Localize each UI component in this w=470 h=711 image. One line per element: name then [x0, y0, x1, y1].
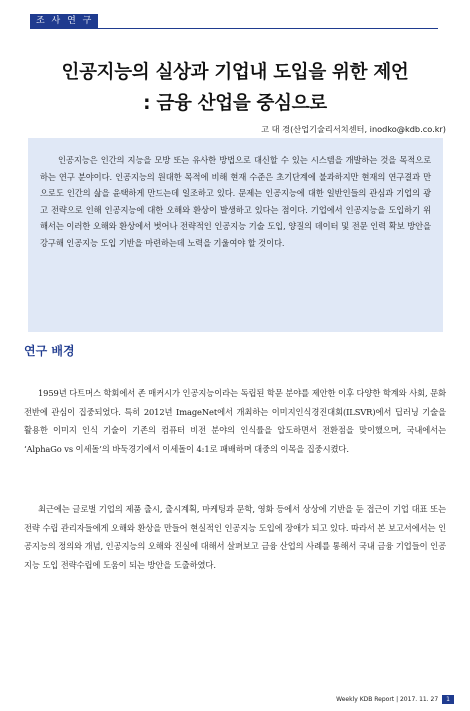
title-line-1: 인공지능의 실상과 기업내 도입을 위한 제언 — [61, 62, 409, 83]
header-bar — [30, 14, 438, 29]
category-tag: 조 사 연 구 — [30, 14, 98, 28]
author-line: 고 대 경(산업기술리서치센터, inodko@kdb.co.kr) — [261, 124, 446, 134]
page-footer — [336, 695, 454, 704]
title-line-2: : 금융 산업을 중심으로 — [143, 93, 327, 114]
body-paragraph-1: 1959년 다트머스 학회에서 존 매커시가 인공지능이라는 독립된 학문 분야를 제안한 이후 다양한 학계와 사회, 문화 전반에 관심이 집중되었다. 특히 2012년 ImageNet에서 개최하는 이미지인식경진대회(ILSVR)에서 딥러닝 기술을 활용한 이미지 인식 기술이 기존의 컴퓨터 비전 분야의 인식률을 압도하면서 전환점을 맞이했으며, 국내에서는 ‘AlphaGo vs 이세돌’의 바둑경기에서 이세돌이 4:1로 패배하며 대중의 이목을 집중시켰다. — [24, 388, 446, 454]
footer-text: Weekly KDB Report | 2017. 11. 27 — [336, 696, 439, 703]
abstract-box — [28, 138, 443, 332]
body-paragraph-2: 최근에는 글로벌 기업의 제품 출시, 출시계획, 마케팅과 문학, 영화 등에서 상상에 기반을 둔 접근이 기업 대표 또는 전략 수립 관리자들에게 오해와 환상을 만들어 현실적인 인공지능 도입에 장애가 되고 있다. 따라서 본 보고서에서는 인공지능의 정의와 개념, 인공지능의 오해와 진실에 대해서 살펴보고 금융 산업의 사례를 통해서 국내 금융 기업들이 인공지능 도입 전략수립에 도움이 되는 방안을 도출하였다. — [24, 504, 446, 570]
section-heading: 연구 배경 — [24, 344, 75, 358]
abstract-text: 인공지능은 인간의 지능을 모방 또는 유사한 방법으로 대신할 수 있는 시스템을 개발하는 것을 목적으로 하는 연구 분야이다. 인공지능의 원대한 목적에 비해 현재 수준은 초기단계에 불과하지만 현재의 연구결과 만으로도 인간의 삶을 윤택하게 만드는데 일조하고 있다. 문제는 인공지능에 대한 일반인들의 관심과 기업의 광고 전략으로 인해 인공지능에 대한 오해와 환상이 발생하고 있다는 점이다. 기업에서 인공지능을 도입하기 위해서는 이러한 오해와 환상에서 벗어나 전략적인 인공지능 기술 도입, 양질의 데이터 및 전문 인력 확보 방안을 강구해 인공지능 도입 기반을 마련하는데 노력을 기울여야 할 것이다. — [40, 155, 431, 248]
page-number: 1 — [442, 695, 454, 704]
